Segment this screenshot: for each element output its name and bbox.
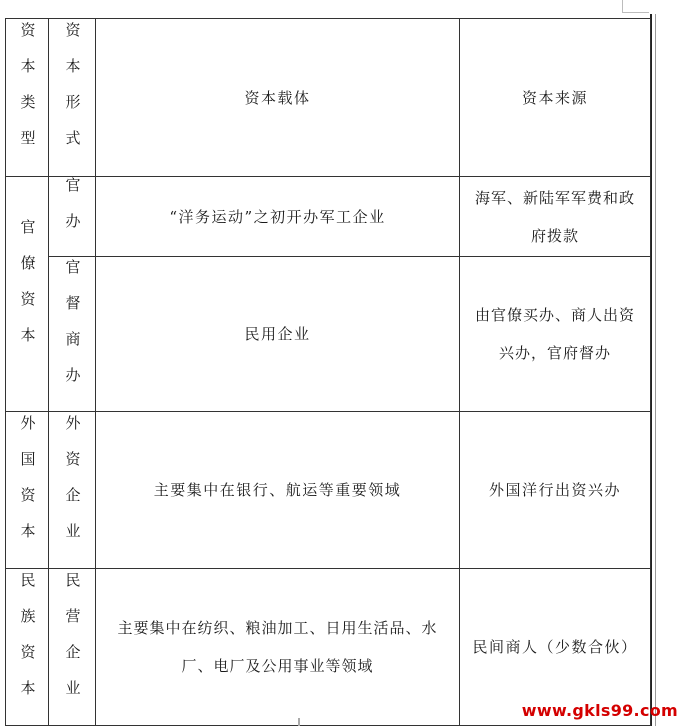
cell-capital-carrier: “洋务运动”之初开办军工企业 — [96, 177, 460, 257]
page-bottom-mark — [298, 718, 300, 726]
table-row — [6, 177, 651, 257]
header-capital-source: 资本来源 — [460, 19, 651, 177]
cell-capital-carrier: 主要集中在纺织、粮油加工、日用生活品、水厂、电厂及公用事业等领域 — [96, 569, 460, 726]
cell-capital-source: 民间商人（少数合伙） — [460, 569, 651, 726]
cell-capital-source: 由官僚买办、商人出资兴办，官府督办 — [460, 257, 651, 412]
table-header-row — [6, 19, 651, 177]
header-capital-carrier: 资本载体 — [96, 19, 460, 177]
cell-capital-carrier: 主要集中在银行、航运等重要领域 — [96, 412, 460, 569]
cell-capital-type: 民族资本 — [6, 569, 49, 726]
page-margin-rule-thin — [655, 14, 656, 726]
header-capital-type: 资本类型 — [6, 19, 49, 177]
table-row — [6, 257, 651, 412]
site-watermark: www.gkls99.com — [521, 701, 678, 720]
cell-capital-type: 官僚资本 — [6, 177, 49, 412]
capital-table — [5, 18, 651, 726]
cell-capital-form: 外资企业 — [49, 412, 96, 569]
cell-capital-source: 外国洋行出资兴办 — [460, 412, 651, 569]
header-capital-form: 资本形式 — [49, 19, 96, 177]
cell-capital-form: 官督商办 — [49, 257, 96, 412]
cell-capital-source: 海军、新陆军军费和政府拨款 — [460, 177, 651, 257]
table-row — [6, 412, 651, 569]
cell-capital-type: 外国资本 — [6, 412, 49, 569]
cell-capital-carrier: 民用企业 — [96, 257, 460, 412]
page-corner-mark — [622, 0, 649, 13]
cell-capital-form: 官办 — [49, 177, 96, 257]
cell-capital-form: 民营企业 — [49, 569, 96, 726]
